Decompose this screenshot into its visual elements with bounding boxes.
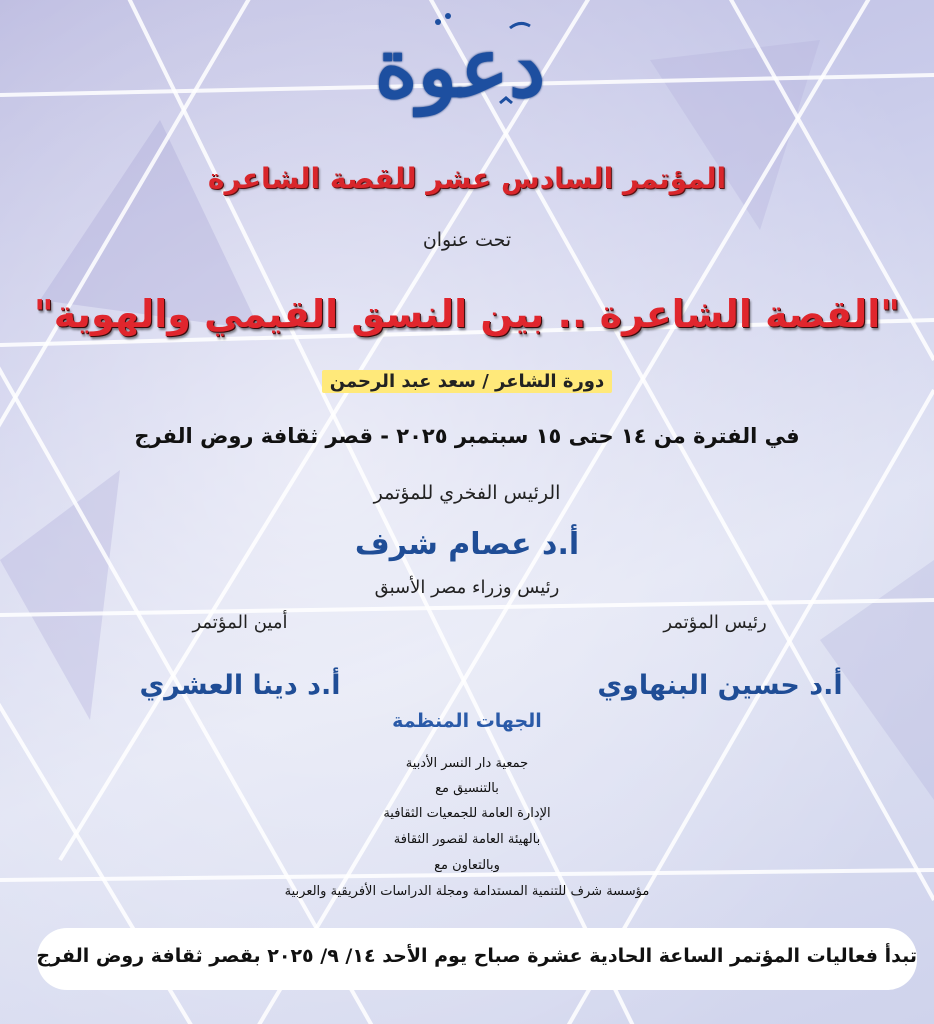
main-title: "القصة الشاعرة .. بين النسق القيمي والهوية" [33,292,901,336]
secretary-label: أمين المؤتمر [192,612,288,633]
under-title-label: تحت عنوان [422,229,512,251]
conference-period: في الفترة من ١٤ حتى ١٥ سبتمبر ٢٠٢٥ - قصر ثقافة روض الفرج [134,424,800,448]
logo-text: دعوة [374,20,546,116]
organizer-line: الإدارة العامة للجمعيات الثقافية [383,806,551,821]
honorary-president-label: الرئيس الفخري للمؤتمر [373,482,561,504]
organizer-line: وبالتعاون مع [434,858,500,873]
session-row [0,370,934,393]
secretary-name: أ.د دينا العشري [139,670,341,701]
organizer-line: مؤسسة شرف للتنمية المستدامة ومجلة الدراسات الأفريقية والعربية [284,884,650,899]
organizer-line: جمعية دار النسر الأدبية [405,756,529,771]
organizer-line: بالهيئة العامة لقصور الثقافة [393,832,541,847]
bottom-notice-text: تبدأ فعاليات المؤتمر الساعة الحادية عشرة صباح يوم الأحد ١٤/ ٩/ ٢٠٢٥ بقصر ثقافة روض الفرج [36,945,917,967]
organizer-line: بالتنسيق مع [435,781,499,796]
president-name: أ.د حسين البنهاوي [597,670,843,701]
honorary-president-name: أ.د عصام شرف [354,527,580,562]
bottom-notice-bar [37,928,917,990]
conference-title: المؤتمر السادس عشر للقصة الشاعرة [207,162,727,195]
president-label: رئيس المؤتمر [663,612,767,633]
organizers-title: الجهات المنظمة [392,710,542,732]
honorary-president-description: رئيس وزراء مصر الأسبق [374,577,560,598]
logo [360,8,560,148]
session-name: دورة الشاعر / سعد عبد الرحمن [322,370,612,393]
